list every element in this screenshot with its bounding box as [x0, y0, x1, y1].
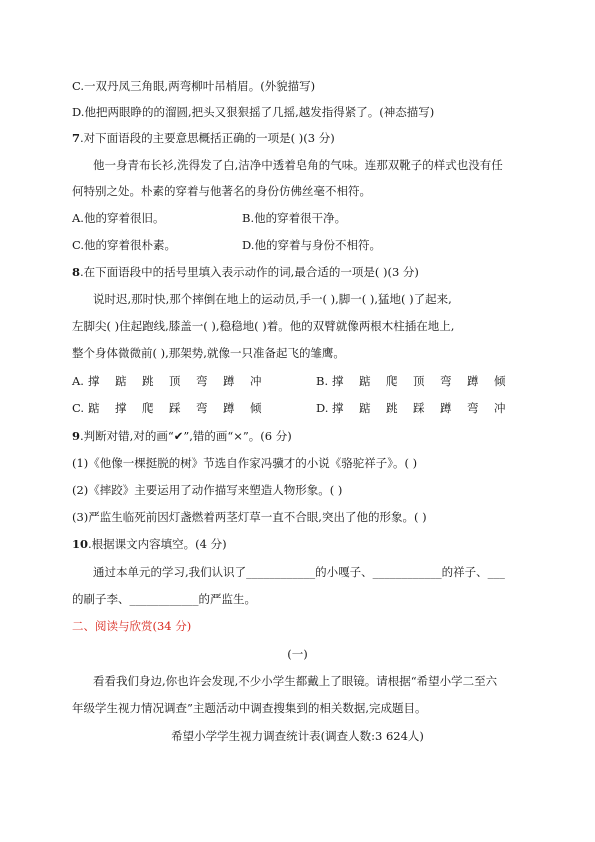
q9-statement-1: (1)《他像一棵挺脱的树》节选自作家冯骥才的小说《骆驼祥子》。( ): [72, 456, 418, 470]
q10-stem: [72, 536, 227, 552]
q8-c-char: 蹲: [223, 401, 235, 415]
q8-b-char: 弯: [440, 374, 452, 388]
q8-d-char: 弯: [467, 401, 479, 415]
q8-a-char: 顶: [169, 374, 181, 388]
q9-stem-text: .判断对错,对的画“✔”,错的画“×”。(6 分): [80, 429, 292, 443]
q9-number: 9: [72, 429, 81, 443]
reading-intro-line-2: 年级学生视力情况调查”主题活动中调查搜集到的相关数据,完成题目。: [72, 701, 427, 715]
q10-number: 10: [72, 537, 89, 551]
q7-option-a: A.他的穿着很旧。: [72, 211, 165, 225]
q8-passage-line-1: 说时迟,那时快,那个摔倒在地上的运动员,手一( ),脚一( ),猛地( )了起来,: [93, 292, 452, 306]
survey-table-title: 希望小学学生视力调查统计表(调查人数:3 624人): [171, 729, 424, 743]
q10-fill-line-2: 的刷子李、____________的严监生。: [72, 592, 256, 606]
q10-fill-line-1: 通过本单元的学习,我们认识了____________的小嘎子、____________的祥子、___: [93, 565, 505, 579]
q7-options-row-2: [72, 237, 381, 253]
q8-option-d: [316, 400, 521, 416]
q8-number: 8: [72, 265, 81, 279]
q8-a-char: 弯: [196, 374, 208, 388]
q8-c-char: 撑: [115, 401, 127, 415]
q7-option-c: C.他的穿着很朴素。: [72, 238, 177, 252]
q6-option-c: C.一双丹凤三角眼,两弯柳叶吊梢眉。(外貌描写): [72, 79, 316, 93]
q9-stem: [72, 428, 292, 444]
q8-b-char: 撑: [332, 374, 344, 388]
q8-c-char: 倾: [250, 401, 262, 415]
q8-d-char: 蹲: [440, 401, 452, 415]
q7-options-row-1: [72, 210, 347, 226]
q8-b-char: 蹲: [467, 374, 479, 388]
q8-passage-line-3: 整个身体微微前( ),那架势,就像一只准备起飞的雏鹰。: [72, 346, 345, 360]
q7-passage-line-2: 何特别之处。朴素的穿着与他著名的身份仿佛丝毫不相符。: [72, 184, 371, 198]
q8-d-char: 踩: [413, 401, 425, 415]
q8-a-char: 蹲: [223, 374, 235, 388]
q8-stem: [72, 264, 419, 280]
q7-stem: [72, 130, 335, 146]
q8-option-a: [72, 373, 277, 389]
q10-stem-text: .根据课文内容填空。(4 分): [88, 537, 227, 551]
reading-intro-line-1: 看看我们身边,你也许会发现,不少小学生都戴上了眼镜。请根据“希望小学二至六: [93, 674, 498, 688]
q8-d-char: 撑: [332, 401, 344, 415]
q8-b-char: 爬: [386, 374, 398, 388]
q7-passage-line-1: 他一身青布长衫,洗得发了白,洁净中透着皂角的气味。连那双靴子的样式也没有任: [93, 158, 503, 172]
q8-c-char: 弯: [196, 401, 208, 415]
q8-option-d-label: D.: [316, 401, 329, 415]
q8-passage-line-2: 左脚尖( )住起跑线,膝盖一( ),稳稳地( )着。他的双臂就像两根木柱插在地上,: [72, 319, 455, 333]
q8-option-a-label: A.: [72, 374, 84, 388]
reading-part-label: (一): [287, 647, 308, 661]
q8-a-char: 撑: [88, 374, 100, 388]
q7-option-d: D.他的穿着与身份不相符。: [242, 238, 381, 252]
q8-option-b-label: B.: [316, 374, 329, 388]
q6-option-d: D.他把两眼睁的的溜圆,把头又狠狠摇了几摇,越发指得紧了。(神态描写): [72, 105, 435, 119]
section-2-title: 二、阅读与欣赏(34 分): [72, 619, 192, 633]
q8-option-c: [72, 400, 277, 416]
q8-stem-text: .在下面语段中的括号里填入表示动作的词,最合适的一项是( )(3 分): [80, 265, 419, 279]
q8-c-char: 爬: [142, 401, 154, 415]
q7-stem-text: .对下面语段的主要意思概括正确的一项是( )(3 分): [80, 131, 335, 145]
q8-option-c-label: C.: [72, 401, 85, 415]
q8-c-char: 踮: [88, 401, 100, 415]
q8-a-char: 跳: [142, 374, 154, 388]
q9-statement-2: (2)《摔跤》主要运用了动作描写来塑造人物形象。( ): [72, 483, 343, 497]
q9-statement-3: (3)严监生临死前因灯盏燃着两茎灯草一直不合眼,突出了他的形象。( ): [72, 510, 427, 524]
q8-d-char: 冲: [494, 401, 506, 415]
q8-option-b: [316, 373, 521, 389]
q7-option-b: B.他的穿着很干净。: [242, 211, 347, 225]
q8-a-char: 冲: [250, 374, 262, 388]
q8-c-char: 踩: [169, 401, 181, 415]
q8-d-char: 跳: [386, 401, 398, 415]
q8-b-char: 踮: [359, 374, 371, 388]
q8-b-char: 顶: [413, 374, 425, 388]
q7-number: 7: [72, 131, 81, 145]
q8-b-char: 倾: [494, 374, 506, 388]
q8-a-char: 踮: [115, 374, 127, 388]
q8-d-char: 踮: [359, 401, 371, 415]
